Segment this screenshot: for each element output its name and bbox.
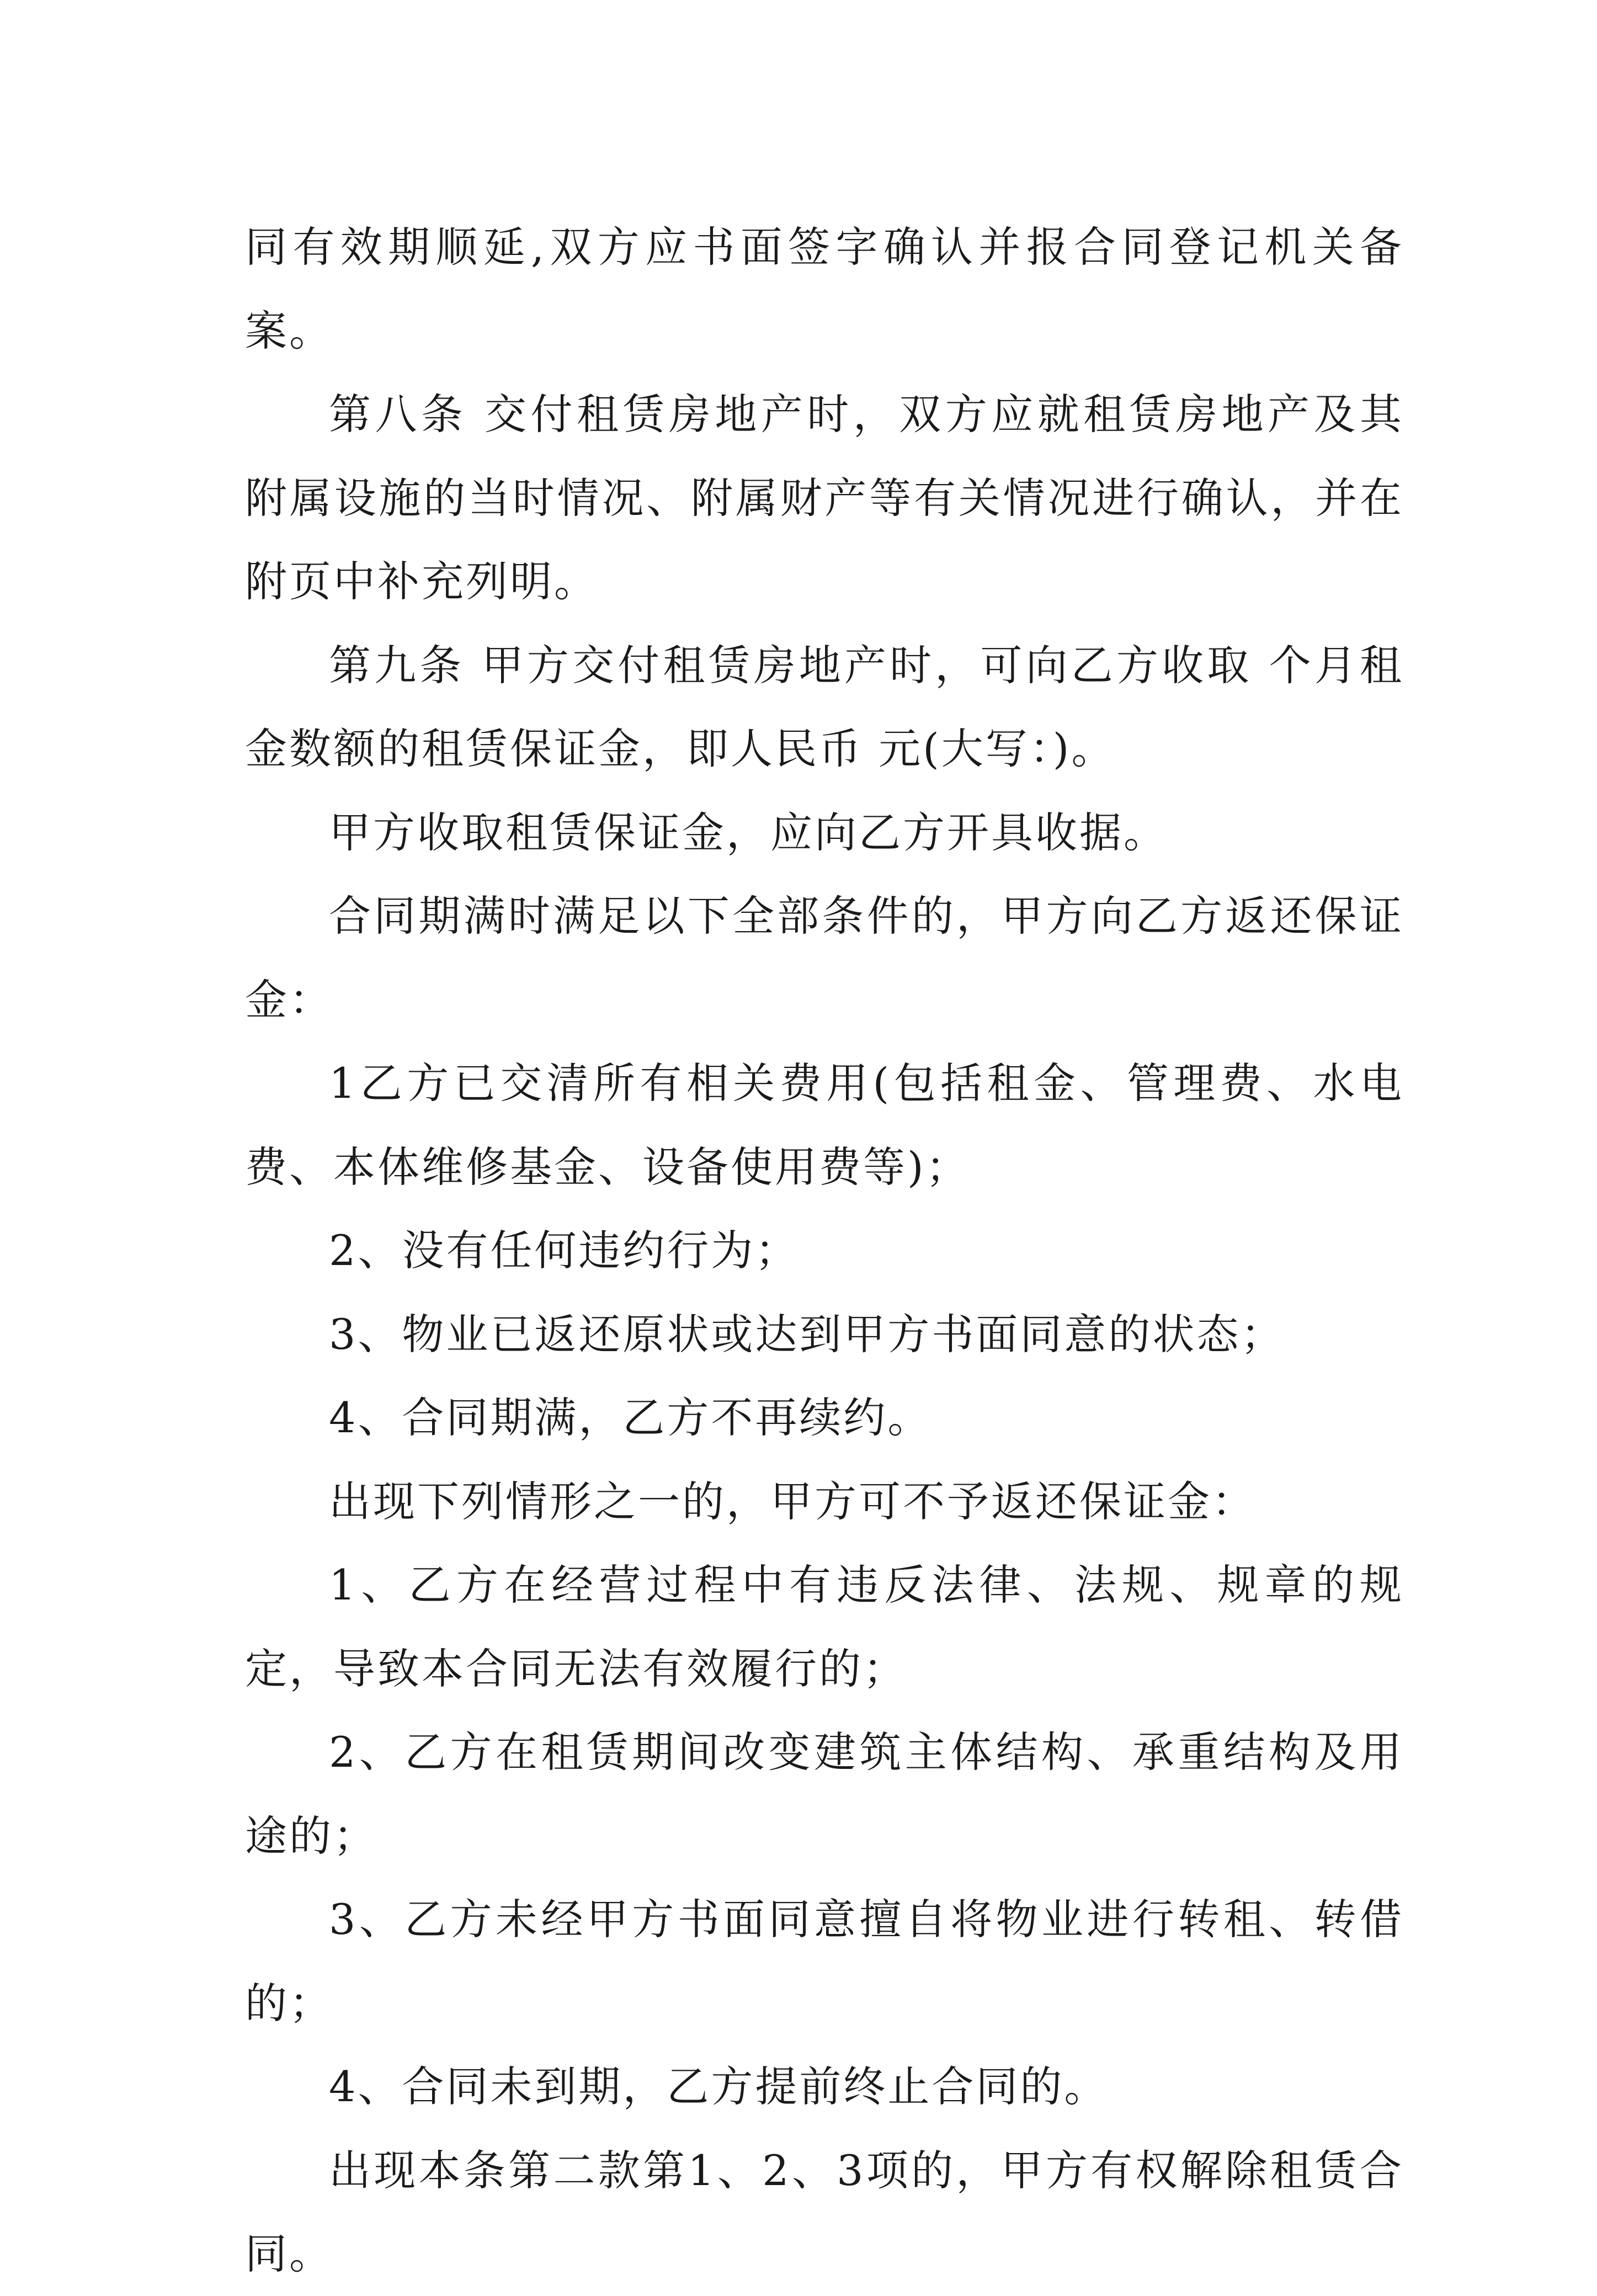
list-item-condition-4: 4、合同期满，乙方不再续约。 [329, 1393, 932, 1442]
list-item-condition-1: 1乙方已交清所有相关费用(包括租金、管理费、水电费、本体维修基金、设备使用费等)； [245, 1059, 1404, 1192]
paragraph-article-8: 第八条 交付租赁房地产时，双方应就租赁房地产及其附属设施的当时情况、附属财产等有关情况进行确认，并在附页中补充列明。 [245, 390, 1404, 606]
paragraph-article-9: 第九条 甲方交付租赁房地产时，可向乙方收取 个月租金数额的租赁保证金，即人民币 元(大写：)。 [245, 640, 1404, 773]
list-item-no-return-1: 1、乙方在经营过程中有违反法律、法规、规章的规定，导致本合同无法有效履行的； [245, 1560, 1404, 1693]
list-item-no-return-4: 4、合同未到期，乙方提前终止合同的。 [329, 2062, 1109, 2111]
paragraph-continuation: 同有效期顺延,双方应书面签字确认并报合同登记机关备案。 [245, 222, 1404, 355]
paragraph-no-return: 出现下列情形之一的，甲方可不予返还保证金： [329, 1476, 1256, 1526]
paragraph-receipt: 甲方收取租赁保证金，应向乙方开具收据。 [329, 807, 1168, 857]
list-item-condition-2: 2、没有任何违约行为； [329, 1226, 800, 1275]
list-item-condition-3: 3、物业已返还原状或达到甲方书面同意的状态； [329, 1309, 1285, 1359]
list-item-no-return-2: 2、乙方在租赁期间改变建筑主体结构、承重结构及用途的； [245, 1728, 1404, 1861]
paragraph-return-conditions: 合同期满时满足以下全部条件的，甲方向乙方返还保证金： [245, 891, 1404, 1024]
paragraph-termination-right: 出现本条第二款第1、2、3项的，甲方有权解除租赁合同。 [245, 2145, 1404, 2278]
list-item-no-return-3: 3、乙方未经甲方书面同意擅自将物业进行转租、转借的； [245, 1895, 1404, 2028]
contract-body [245, 205, 1404, 2296]
